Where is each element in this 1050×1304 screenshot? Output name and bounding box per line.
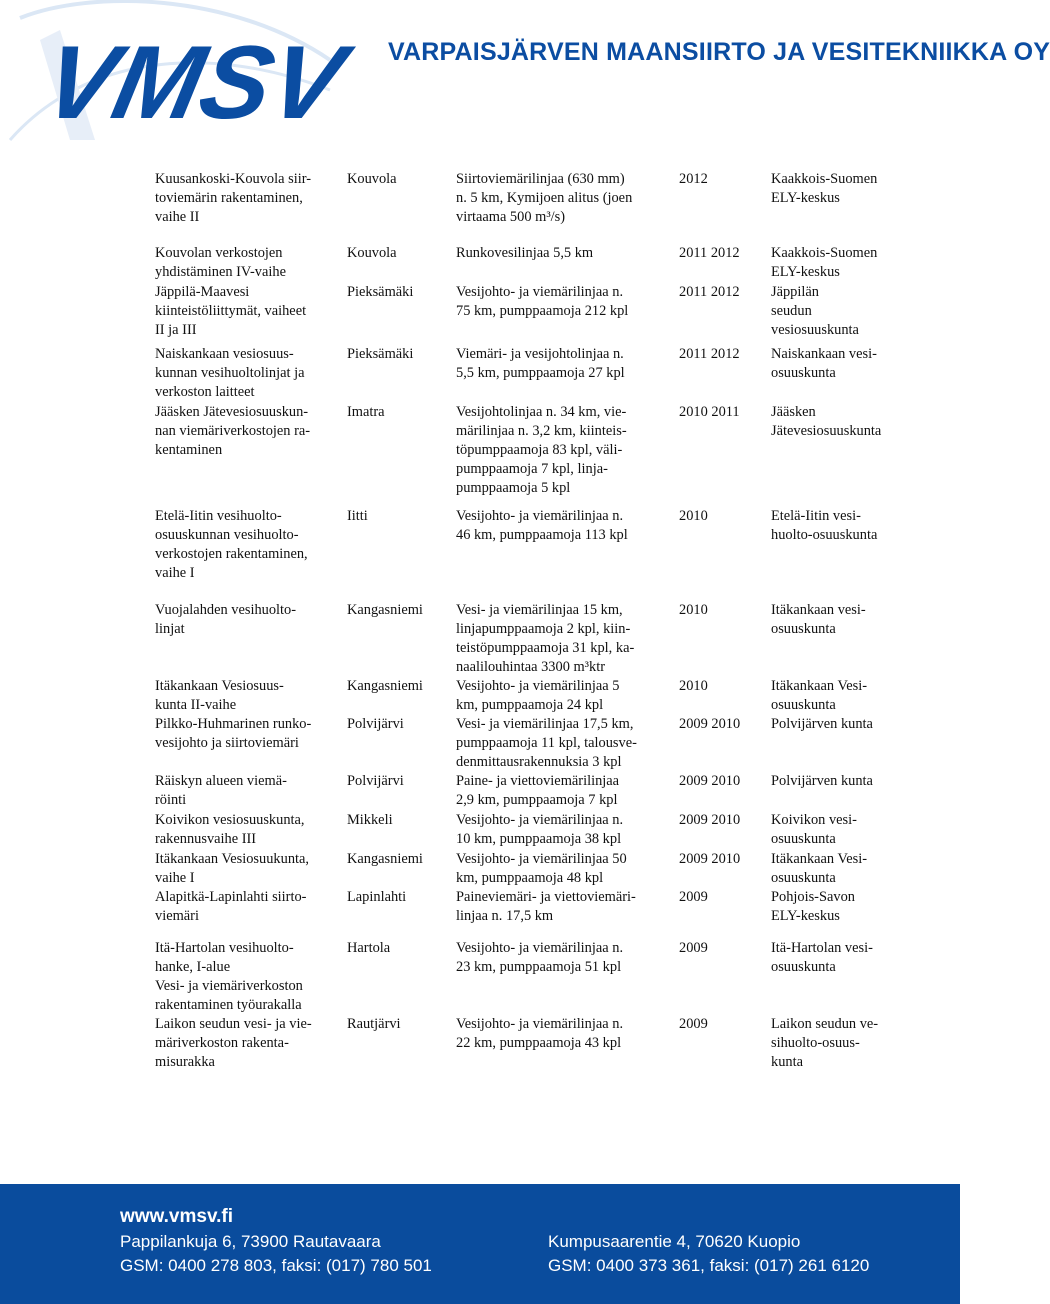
project-client: Laikon seudun ve- sihuolto-osuus- kunta xyxy=(771,1016,879,1070)
project-name: Laikon seudun vesi- ja vie- märiverkoston rakenta- misurakka xyxy=(155,1016,312,1070)
project-location: Kangasniemi xyxy=(347,602,423,618)
project-name: Pilkko-Huhmarinen runko- vesijohto ja siirtoviemäri xyxy=(155,716,312,751)
footer-address-kuopio: Kumpusaarentie 4, 70620 Kuopio xyxy=(548,1232,801,1251)
project-location: Pieksämäki xyxy=(347,346,414,362)
project-description: Vesijohto- ja viemärilinjaa n. 22 km, pumppaamoja 43 kpl xyxy=(456,1016,624,1051)
page-header xyxy=(0,0,1050,150)
project-name: Koivikon vesiosuuskunta, rakennusvaihe III xyxy=(155,812,305,847)
project-name: Kuusankoski-Kouvola siir- toviemärin rakentaminen, vaihe II xyxy=(155,171,311,225)
footer-phone-kuopio: GSM: 0400 373 361, faksi: (017) 261 6120 xyxy=(548,1256,870,1275)
logo-text: VMSV xyxy=(34,25,354,141)
project-client: Kaakkois-Suomen ELY-keskus xyxy=(771,245,878,280)
project-location: Kouvola xyxy=(347,171,397,187)
project-location: Kangasniemi xyxy=(347,678,423,694)
project-year: 2011 2012 xyxy=(679,284,740,300)
project-name: Jäppilä-Maavesi kiinteistöliittymät, vaiheet II ja III xyxy=(155,284,307,338)
project-name: Itä-Hartolan vesihuolto- hanke, I-alue Vesi- ja viemäriverkoston rakentaminen työurakalla xyxy=(155,940,303,1013)
project-client: Etelä-Iitin vesi- huolto-osuuskunta xyxy=(771,508,878,543)
project-description: Vesijohto- ja viemärilinjaa n. 46 km, pumppaamoja 113 kpl xyxy=(456,508,628,543)
project-location: Mikkeli xyxy=(347,812,393,828)
project-description: Viemäri- ja vesijohtolinjaa n. 5,5 km, pumppaamoja 27 kpl xyxy=(456,346,625,381)
project-description: Vesijohto- ja viemärilinjaa 50 km, pumppaamoja 48 kpl xyxy=(456,851,627,886)
project-year: 2010 xyxy=(679,602,708,618)
project-description: Runkovesilinjaa 5,5 km xyxy=(456,245,594,261)
project-name: Naiskankaan vesiosuus- kunnan vesihuoltolinjat ja verkoston laitteet xyxy=(155,346,305,400)
project-location: Iitti xyxy=(347,508,368,524)
project-client: Polvijärven kunta xyxy=(771,716,873,732)
project-year: 2009 xyxy=(679,940,708,956)
project-client: Itäkankaan Vesi- osuuskunta xyxy=(771,678,868,713)
project-year: 2009 2010 xyxy=(679,773,741,789)
page-footer xyxy=(0,1184,960,1304)
project-name: Räiskyn alueen viemä- röinti xyxy=(155,773,287,808)
project-name: Jääsken Jätevesiosuuskun- nan viemäriverkostojen ra- kentaminen xyxy=(155,404,311,458)
project-client: Itäkankaan Vesi- osuuskunta xyxy=(771,851,868,886)
project-client: Pohjois-Savon ELY-keskus xyxy=(771,889,855,924)
project-year: 2009 xyxy=(679,1016,708,1032)
project-location: Kouvola xyxy=(347,245,397,261)
project-client: Kaakkois-Suomen ELY-keskus xyxy=(771,171,878,206)
project-description: Vesijohto- ja viemärilinjaa n. 10 km, pumppaamoja 38 kpl xyxy=(456,812,624,847)
company-name: VARPAISJÄRVEN MAANSIIRTO JA VESITEKNIIKKA OY xyxy=(388,38,1050,66)
project-location: Polvijärvi xyxy=(347,773,404,789)
project-year: 2010 xyxy=(679,678,708,694)
project-description: Vesi- ja viemärilinjaa 17,5 km, pumppaamoja 11 kpl, talousve- denmittausrakennuksia 3 kpl xyxy=(456,716,637,770)
project-year: 2011 2012 xyxy=(679,346,740,362)
project-description: Vesijohto- ja viemärilinjaa n. 23 km, pumppaamoja 51 kpl xyxy=(456,940,624,975)
project-year: 2009 xyxy=(679,889,708,905)
project-year: 2011 2012 xyxy=(679,245,740,261)
project-year: 2012 xyxy=(679,171,708,187)
project-location: Imatra xyxy=(347,404,385,420)
project-location: Rautjärvi xyxy=(347,1016,401,1032)
project-year: 2010 2011 xyxy=(679,404,740,420)
footer-website-link[interactable]: www.vmsv.fi xyxy=(120,1206,233,1227)
footer-address-rautavaara: Pappilankuja 6, 73900 Rautavaara xyxy=(120,1232,381,1251)
project-name: Etelä-Iitin vesihuolto- osuuskunnan vesihuolto- verkostojen rakentaminen, vaihe I xyxy=(155,508,308,581)
project-client: Itäkankaan vesi- osuuskunta xyxy=(771,602,866,637)
project-location: Lapinlahti xyxy=(347,889,407,905)
project-location: Polvijärvi xyxy=(347,716,404,732)
project-client: Koivikon vesi- osuuskunta xyxy=(771,812,857,847)
project-description: Paine- ja viettoviemärilinjaa 2,9 km, pumppaamoja 7 kpl xyxy=(456,773,620,808)
project-name: Itäkankaan Vesiosuus- kunta II-vaihe xyxy=(155,678,284,713)
project-client: Polvijärven kunta xyxy=(771,773,873,789)
project-name: Kouvolan verkostojen yhdistäminen IV-vaihe xyxy=(155,245,286,280)
project-location: Hartola xyxy=(347,940,391,956)
project-year: 2010 xyxy=(679,508,708,524)
project-description: Paineviemäri- ja viettoviemäri- linjaa n. 17,5 km xyxy=(456,889,636,924)
project-year: 2009 2010 xyxy=(679,851,741,867)
project-year: 2009 2010 xyxy=(679,716,741,732)
project-client: Jääsken Jätevesiosuuskunta xyxy=(771,404,882,439)
project-description: Siirtoviemärilinjaa (630 mm) n. 5 km, Kymijoen alitus (joen virtaama 500 m³/s) xyxy=(456,171,633,225)
project-description: Vesijohto- ja viemärilinjaa n. 75 km, pumppaamoja 212 kpl xyxy=(456,284,629,319)
footer-phone-rautavaara: GSM: 0400 278 803, faksi: (017) 780 501 xyxy=(120,1256,432,1275)
project-name: Vuojalahden vesihuolto- linjat xyxy=(155,602,297,637)
project-name: Itäkankaan Vesiosuukunta, vaihe I xyxy=(155,851,309,886)
project-description: Vesijohto- ja viemärilinjaa 5 km, pumppaamoja 24 kpl xyxy=(456,678,620,713)
project-description: Vesi- ja viemärilinjaa 15 km, linjapumppaamoja 2 kpl, kiin- teistöpumppaamoja 31 kpl, ka- naalilouhintaa 3300 m³ktr xyxy=(456,602,635,675)
project-description: Vesijohtolinjaa n. 34 km, vie- märilinjaa n. 3,2 km, kiinteis- töpumppaamoja 83 kpl, väli- pumppaamoja 7 kpl, linja- pumppaamoja 5 kpl xyxy=(456,404,627,496)
project-location: Kangasniemi xyxy=(347,851,423,867)
vmsv-logo xyxy=(0,0,380,150)
project-client: Naiskankaan vesi- osuuskunta xyxy=(771,346,877,381)
project-name: Alapitkä-Lapinlahti siirto- viemäri xyxy=(155,889,307,924)
project-client: Itä-Hartolan vesi- osuuskunta xyxy=(771,940,873,975)
project-year: 2009 2010 xyxy=(679,812,741,828)
project-client: Jäppilän seudun vesiosuuskunta xyxy=(771,284,859,338)
project-location: Pieksämäki xyxy=(347,284,414,300)
